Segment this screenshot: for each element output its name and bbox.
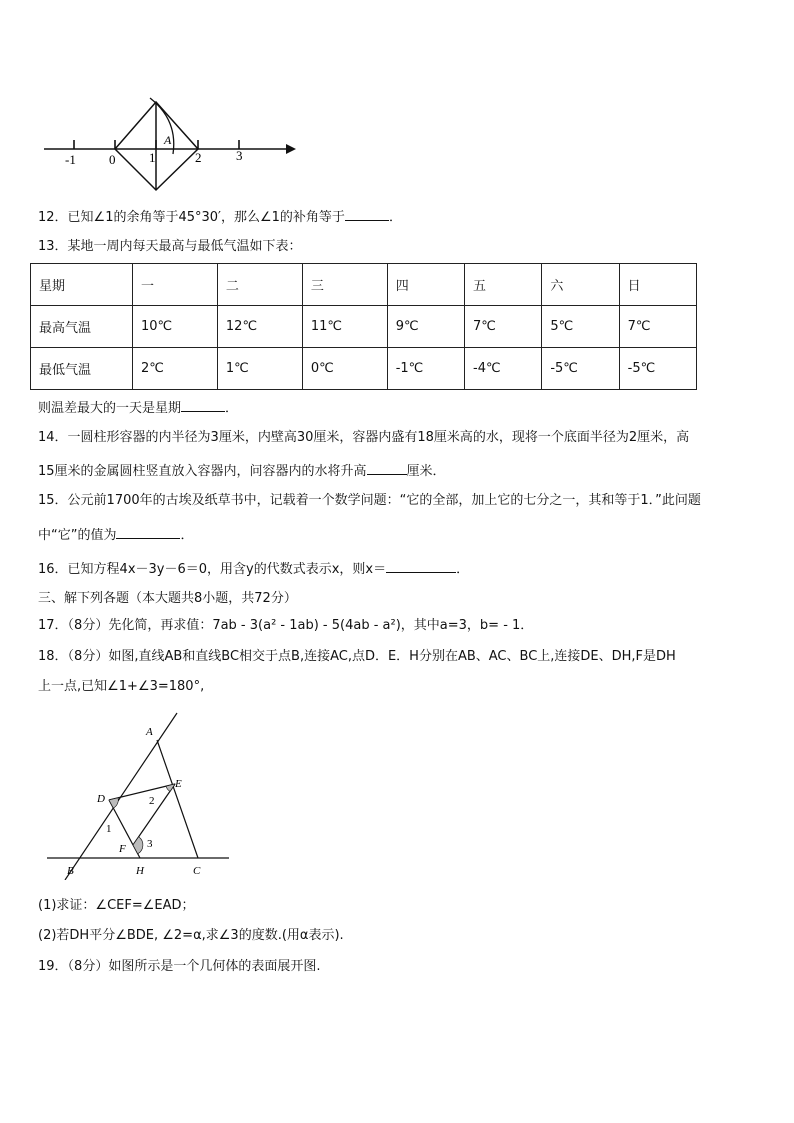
arrow-icon: [286, 144, 296, 154]
table-cell: 一: [133, 264, 218, 306]
question-15-line2-text: 中“它”的值为: [38, 528, 117, 543]
question-12: [38, 206, 402, 227]
table-cell: 日: [619, 264, 696, 306]
answer-blank: [367, 460, 407, 475]
question-13-after: [38, 397, 238, 418]
question-16-end: ．: [456, 562, 470, 577]
question-18-line2: 上一点,已知∠1+∠3=180°,: [38, 679, 205, 694]
point-label-f: F: [119, 843, 126, 855]
tick-label: 0: [109, 152, 116, 167]
table-cell: -5℃: [542, 348, 619, 390]
table-cell: 三: [302, 264, 387, 306]
section-3-heading: 三、解下列各题（本大题共8小题，共72分）: [38, 591, 297, 606]
question-15-line2: [38, 524, 194, 545]
answer-blank: [181, 397, 225, 412]
question-13-after-text: 则温差最大的一天是星期: [38, 401, 182, 416]
question-15-line1: 15．公元前1700年的古埃及纸草书中，记载着一个数学问题：“它的全部，加上它的七分之一，其和等于1．”此问题: [38, 493, 701, 508]
question-12-text: 12．已知∠1的余角等于45°30′，那么∠1的补角等于: [38, 210, 345, 225]
tick-label: -1: [65, 152, 76, 167]
table-cell: -1℃: [387, 348, 464, 390]
table-cell: 2℃: [133, 348, 218, 390]
question-16: [38, 558, 469, 579]
answer-blank: [345, 206, 389, 221]
angle-label-3: 3: [147, 838, 153, 850]
table-cell: 5℃: [542, 306, 619, 348]
answer-blank: [116, 524, 180, 539]
question-19: 19．（8分）如图所示是一个几何体的表面展开图.: [38, 959, 321, 974]
question-18-line1: 18．（8分）如图,直线AB和直线BC相交于点B,连接AC,点D．E．H分别在AB、AC、BC上,连接DE、DH,F是DH: [38, 649, 676, 664]
table-cell: -5℃: [619, 348, 696, 390]
question-15-end: ．: [180, 528, 194, 543]
table-row: [31, 348, 697, 390]
table-cell: 7℃: [619, 306, 696, 348]
table-cell: 9℃: [387, 306, 464, 348]
question-18-sub1: (1)求证：∠CEF=∠EAD；: [38, 898, 195, 913]
segment-ac: [157, 740, 198, 858]
tick-label: 3: [236, 148, 243, 163]
angle-3-marker: [133, 837, 143, 854]
tick-label: 2: [195, 150, 202, 165]
number-line-figure: [38, 92, 308, 192]
table-header-row: [31, 264, 697, 306]
table-cell: -4℃: [465, 348, 542, 390]
question-14-end: 厘米．: [406, 464, 446, 479]
temperature-table: [30, 263, 697, 390]
question-18-sub2: (2)若DH平分∠BDE, ∠2=α,求∠3的度数.(用α表示).: [38, 928, 344, 943]
tick-label: 1: [149, 150, 156, 165]
angle-label-1: 1: [106, 823, 112, 835]
table-cell: 11℃: [302, 306, 387, 348]
table-row: [31, 306, 697, 348]
table-cell: 1℃: [217, 348, 302, 390]
table-cell: 12℃: [217, 306, 302, 348]
point-label-d: D: [97, 793, 105, 805]
question-16-text: 16．已知方程4x－3y－6＝0，用含y的代数式表示x，则x＝: [38, 562, 387, 577]
question-13-intro: 13．某地一周内每天最高与最低气温如下表：: [38, 239, 302, 254]
question-14-line2-text: 15厘米的金属圆柱竖直放入容器内，问容器内的水将升高: [38, 464, 367, 479]
question-12-end: ．: [388, 210, 402, 225]
table-cell: 星期: [31, 264, 133, 306]
table-cell: 最低气温: [31, 348, 133, 390]
point-label-c: C: [193, 865, 201, 877]
table-cell: 最高气温: [31, 306, 133, 348]
question-13-end: ．: [225, 401, 239, 416]
point-label-h: H: [136, 865, 144, 877]
answer-blank: [386, 558, 456, 573]
table-cell: 六: [542, 264, 619, 306]
question-17: 17．（8分）先化简，再求值：7ab - 3(a² - 1ab) - 5(4ab - a²)，其中a=3，b= - 1．: [38, 618, 534, 633]
table-cell: 0℃: [302, 348, 387, 390]
question-14-line1: 14．一圆柱形容器的内半径为3厘米，内壁高30厘米，容器内盛有18厘米高的水，现将一个底面半径为2厘米，高: [38, 430, 690, 445]
table-cell: 四: [387, 264, 464, 306]
table-cell: 五: [465, 264, 542, 306]
geometry-figure: [45, 708, 235, 880]
point-label-b: B: [67, 865, 74, 877]
table-cell: 10℃: [133, 306, 218, 348]
point-label-e: E: [175, 778, 182, 790]
angle-label-2: 2: [149, 795, 155, 807]
point-label-a: A: [146, 726, 153, 738]
table-cell: 二: [217, 264, 302, 306]
question-14-line2: [38, 460, 446, 481]
table-cell: 7℃: [465, 306, 542, 348]
point-label: A: [164, 133, 172, 147]
